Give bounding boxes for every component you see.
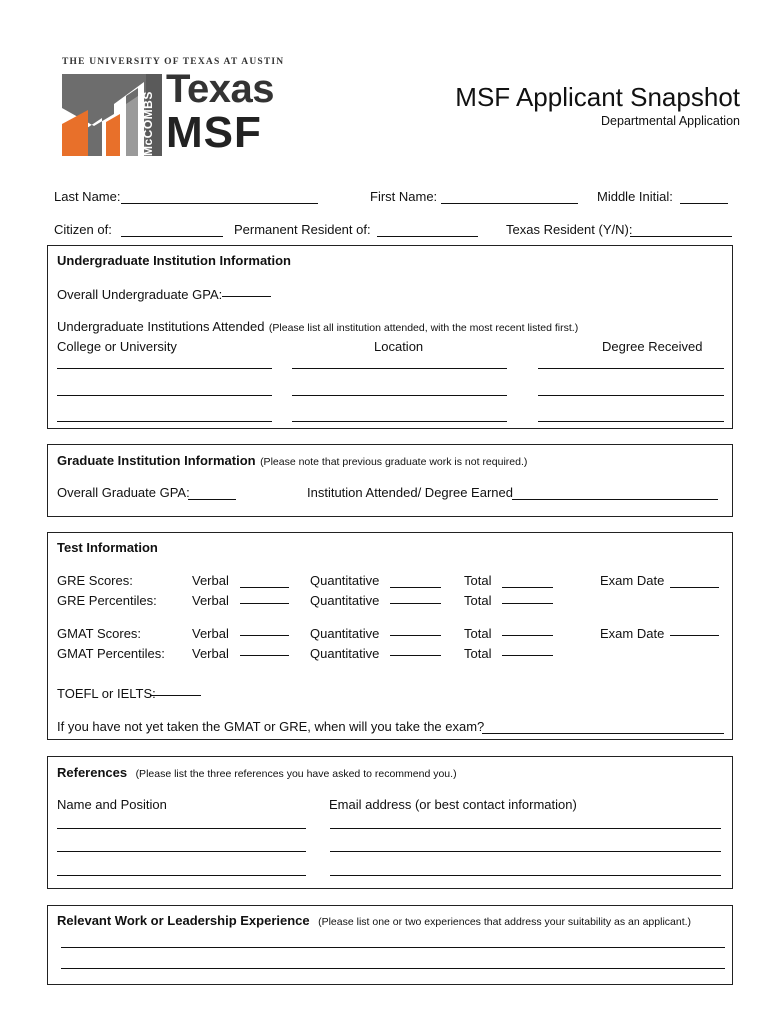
gre-pct-quant-field[interactable] <box>390 588 441 604</box>
undergrad-location-field-2[interactable] <box>292 380 507 396</box>
ref-name-field-3[interactable] <box>57 860 306 876</box>
undergrad-heading: Undergraduate Institution Information <box>57 253 291 268</box>
logo-texas: Texas <box>166 67 274 111</box>
page-subtitle: Departmental Application <box>601 114 740 128</box>
graduate-gpa-field[interactable] <box>188 484 236 500</box>
references-note: (Please list the three references you have asked to recommend you.) <box>135 768 457 780</box>
texas-resident-field[interactable] <box>630 221 732 237</box>
ref-email-field-3[interactable] <box>330 860 721 876</box>
undergrad-college-field-3[interactable] <box>57 406 272 422</box>
undergrad-gpa-label: Overall Undergraduate GPA: <box>57 287 223 302</box>
undergrad-location-field-1[interactable] <box>292 353 507 369</box>
undergrad-degree-field-2[interactable] <box>538 380 724 396</box>
undergrad-degree-field-3[interactable] <box>538 406 724 422</box>
gmat-exam-date-field[interactable] <box>670 620 719 636</box>
exam-when-label: If you have not yet taken the GMAT or GRE, when will you take the exam? <box>57 719 485 734</box>
exam-when-field[interactable] <box>482 718 724 734</box>
gre-pct-verbal-field[interactable] <box>240 588 289 604</box>
undergrad-location-field-3[interactable] <box>292 406 507 422</box>
gre-percentiles-label: GRE Percentiles: <box>57 593 157 608</box>
gmat-pct-verbal-label: Verbal <box>192 646 229 661</box>
gre-pct-total-label: Total <box>464 593 492 608</box>
gmat-quant-label: Quantitative <box>310 626 380 641</box>
gmat-total-label: Total <box>464 626 492 641</box>
gre-pct-total-field[interactable] <box>502 588 553 604</box>
graduate-gpa-label: Overall Graduate GPA: <box>57 485 190 500</box>
undergrad-gpa-field[interactable] <box>222 281 271 297</box>
graduate-attended-label: Institution Attended/ Degree Earned <box>307 485 513 500</box>
ref-email-field-2[interactable] <box>330 836 721 852</box>
undergrad-college-field-1[interactable] <box>57 353 272 369</box>
references-heading-row <box>57 764 457 782</box>
toefl-field[interactable] <box>150 680 201 696</box>
citizen-of-field[interactable] <box>121 221 223 237</box>
gre-exam-date-field[interactable] <box>670 572 719 588</box>
permanent-resident-label: Permanent Resident of: <box>234 222 371 237</box>
gre-quant-label: Quantitative <box>310 573 380 588</box>
graduate-heading: Graduate Institution Information <box>57 453 256 468</box>
undergrad-college-field-2[interactable] <box>57 380 272 396</box>
gre-total-field[interactable] <box>502 572 553 588</box>
logo-vertical-text: McCOMBS <box>141 91 155 156</box>
first-name-field[interactable] <box>441 188 578 204</box>
gmat-verbal-label: Verbal <box>192 626 229 641</box>
experience-heading-row <box>57 912 691 930</box>
experience-field-2[interactable] <box>61 953 725 969</box>
gmat-exam-date-label: Exam Date <box>600 626 665 641</box>
ref-name-field-1[interactable] <box>57 813 306 829</box>
gre-total-label: Total <box>464 573 492 588</box>
permanent-resident-field[interactable] <box>377 221 478 237</box>
gre-verbal-field[interactable] <box>240 572 289 588</box>
ref-email-col-label: Email address (or best contact information) <box>329 797 577 812</box>
gmat-pct-total-field[interactable] <box>502 640 553 656</box>
undergrad-degree-field-1[interactable] <box>538 353 724 369</box>
graduate-heading-row <box>57 452 527 470</box>
gre-verbal-label: Verbal <box>192 573 229 588</box>
ref-name-col-label: Name and Position <box>57 797 167 812</box>
logo-msf: MSF <box>166 108 262 157</box>
gmat-verbal-field[interactable] <box>240 620 289 636</box>
col-college-label: College or University <box>57 339 177 354</box>
col-location-label: Location <box>374 339 424 354</box>
undergrad-attended-row <box>57 318 578 336</box>
gre-scores-label: GRE Scores: <box>57 573 133 588</box>
gmat-percentiles-label: GMAT Percentiles: <box>57 646 165 661</box>
gmat-total-field[interactable] <box>502 620 553 636</box>
citizen-of-label: Citizen of: <box>54 222 112 237</box>
ref-name-field-2[interactable] <box>57 836 306 852</box>
test-heading: Test Information <box>57 540 158 555</box>
gre-exam-date-label: Exam Date <box>600 573 665 588</box>
page-title: MSF Applicant Snapshot <box>455 82 740 112</box>
gre-quant-field[interactable] <box>390 572 441 588</box>
experience-heading: Relevant Work or Leadership Experience <box>57 913 310 928</box>
middle-initial-field[interactable] <box>680 188 728 204</box>
gmat-pct-quant-label: Quantitative <box>310 646 380 661</box>
ref-email-field-1[interactable] <box>330 813 721 829</box>
undergrad-attended-label: Undergraduate Institutions Attended <box>57 319 265 334</box>
middle-initial-label: Middle Initial: <box>597 189 673 204</box>
texas-resident-label: Texas Resident (Y/N): <box>506 222 633 237</box>
graduate-note: (Please note that previous graduate work is not required.) <box>260 456 528 468</box>
gre-pct-verbal-label: Verbal <box>192 593 229 608</box>
undergrad-attended-note: (Please list all institution attended, with the most recent listed first.) <box>268 322 579 334</box>
last-name-field[interactable] <box>121 188 318 204</box>
first-name-label: First Name: <box>370 189 438 204</box>
undergrad-section <box>47 245 733 429</box>
gre-pct-quant-label: Quantitative <box>310 593 380 608</box>
university-name: THE UNIVERSITY OF TEXAS AT AUSTIN <box>62 57 285 67</box>
gmat-pct-total-label: Total <box>464 646 492 661</box>
last-name-label: Last Name: <box>54 189 121 204</box>
gmat-pct-quant-field[interactable] <box>390 640 441 656</box>
references-heading: References <box>57 765 128 780</box>
graduate-attended-field[interactable] <box>512 484 718 500</box>
gmat-scores-label: GMAT Scores: <box>57 626 142 641</box>
gmat-quant-field[interactable] <box>390 620 441 636</box>
experience-field-1[interactable] <box>61 932 725 948</box>
toefl-label: TOEFL or IELTS: <box>57 686 156 701</box>
col-degree-label: Degree Received <box>602 339 703 354</box>
gmat-pct-verbal-field[interactable] <box>240 640 289 656</box>
experience-note: (Please list one or two experiences that address your suitability as an applicant.) <box>318 916 692 928</box>
